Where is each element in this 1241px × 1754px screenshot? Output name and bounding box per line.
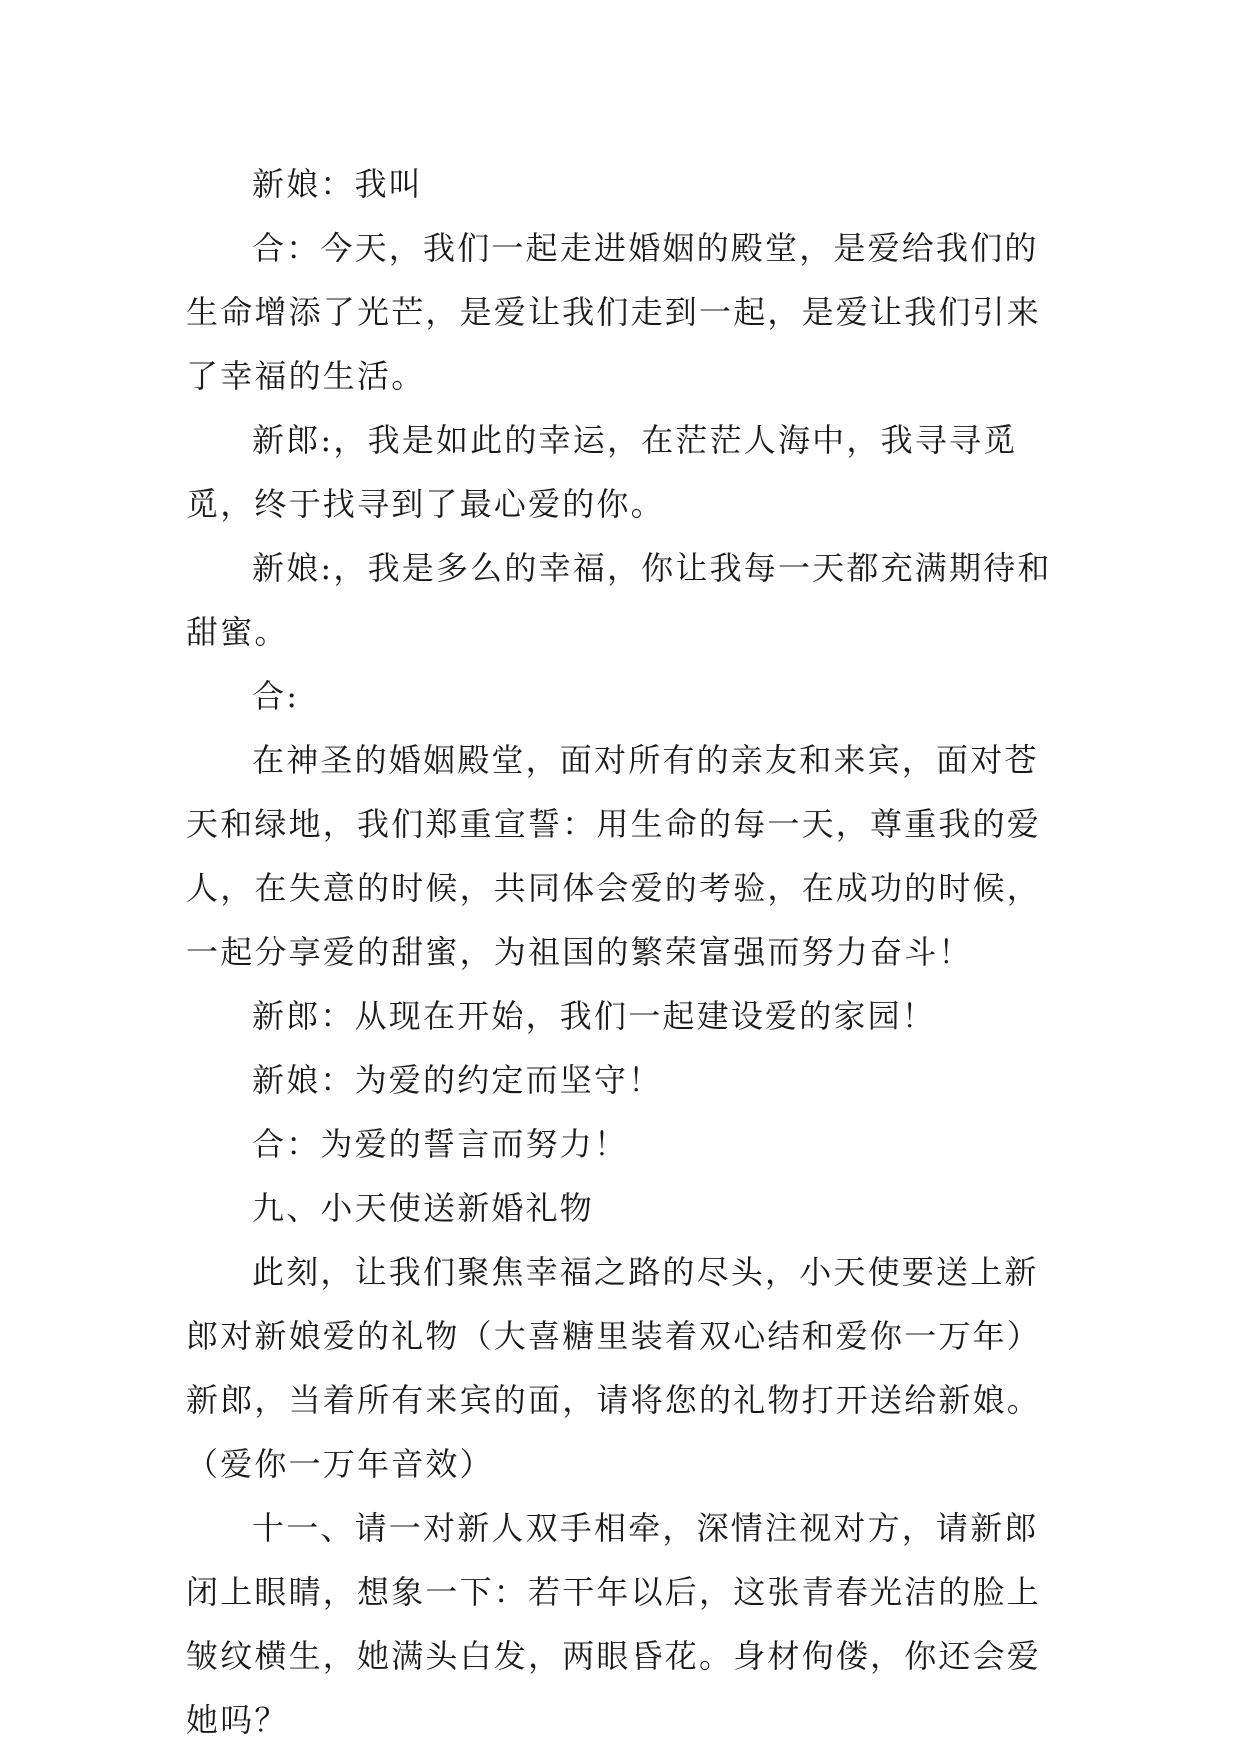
paragraph-vow: 在神圣的婚姻殿堂，面对所有的亲友和来宾，面对苍天和绿地，我们郑重宣誓：用生命的每一天，尊重我的爱人，在失意的时候，共同体会爱的考验，在成功的时候，一起分享爱的甜蜜，为祖国的繁荣富强而努力奋斗！ (186, 741, 1042, 971)
paragraph-bride-name: 新娘：我叫 (252, 165, 424, 203)
paragraph-bride-happy: 新娘:，我是多么的幸福，你让我每一天都充满期待和甜蜜。 (186, 549, 1052, 651)
document-body (186, 152, 1066, 1752)
paragraph-together-intro: 合：今天，我们一起走进婚姻的殿堂，是爱给我们的生命增添了光芒，是爱让我们走到一起，是爱让我们引来了幸福的生活。 (186, 229, 1042, 395)
paragraph-together-label: 合: (252, 677, 300, 715)
paragraph-together-oath: 合：为爱的誓言而努力！ (252, 1125, 629, 1163)
section-heading-nine: 九、小天使送新婚礼物 (252, 1189, 595, 1227)
paragraph-gift: 此刻，让我们聚焦幸福之路的尽头，小天使要送上新郎对新娘爱的礼物（大喜糖里装着双心结和爱你一万年）新郎，当着所有来宾的面，请将您的礼物打开送给新娘。（爱你一万年音效） (186, 1253, 1042, 1483)
paragraph-section-eleven: 十一、请一对新人双手相牵，深情注视对方，请新郎闭上眼睛，想象一下：若干年以后，这张青春光洁的脸上皱纹横生，她满头白发，两眼昏花。身材佝偻，你还会爱她吗？ (186, 1509, 1042, 1739)
paragraph-groom-lucky: 新郎:，我是如此的幸运，在茫茫人海中，我寻寻觅觅，终于找寻到了最心爱的你。 (186, 421, 1018, 523)
paragraph-groom-home: 新郎：从现在开始，我们一起建设爱的家园！ (252, 997, 937, 1035)
paragraph-bride-promise: 新娘：为爱的约定而坚守！ (252, 1061, 663, 1099)
